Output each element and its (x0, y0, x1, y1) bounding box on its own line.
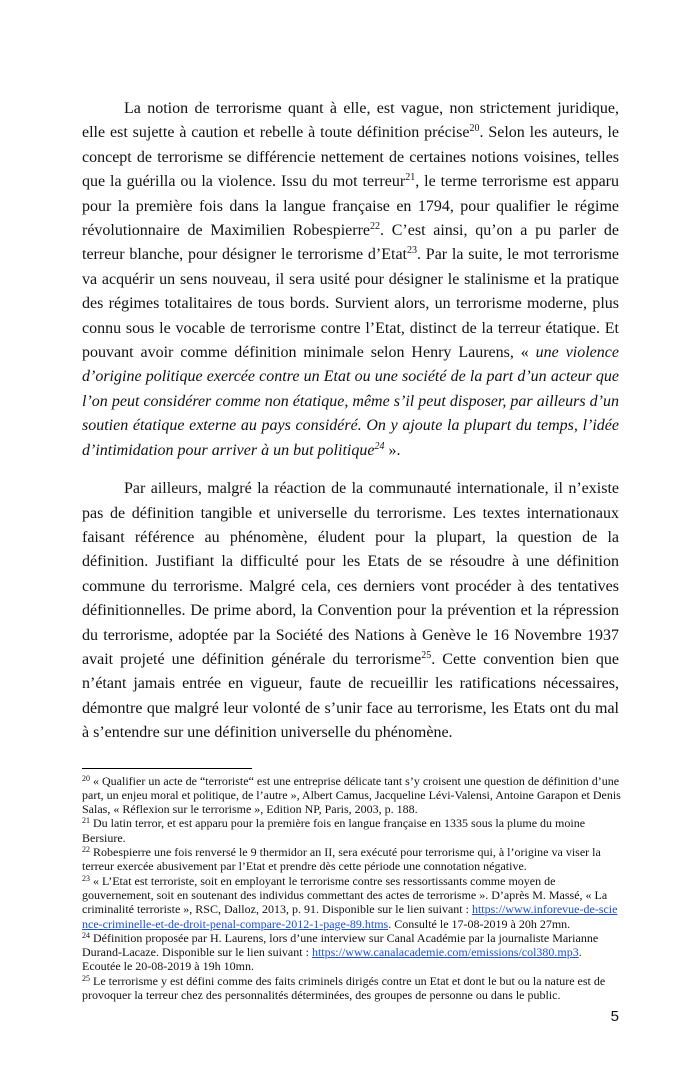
footnote-text: Du latin terror, et est apparu pour la première fois en langue française en 1335 sous la plume du moine Bersiure. (82, 816, 586, 845)
footnote-text: Définition proposée par H. Laurens, lors d’une interview sur Canal Académie par la journaliste Marianne Durand-Lacaze. Disponible sur le lien suivant : (82, 930, 599, 960)
text: , le terme terrorisme est apparu pour la première fois dans la langue française en 1794, pour qualifier le régime révolutionnaire de Maximilien Robespierre (82, 173, 619, 240)
text: . Cette convention bien que n’étant jamais entrée en vigueur, faute de recueillir les ratifications nécessaires, démontre que malgré leur volonté de s’unir face au terrorisme, les Etats ont du mal à s’entendre sur une définition universelle du phénomène. (82, 650, 619, 742)
footnote-number: 24 (82, 930, 90, 940)
footnote-text: « L’Etat est terroriste, soit en employant le terrorisme contre ses ressortissants comme moyen de gouvernement, soit en soutenant des individus commettant des actes de terrorisme ». D’après M. Massé, « La criminalité terroriste », RSC, Dalloz, 2013, p. 91. Disponible sur le lien suivant : (82, 873, 608, 917)
paragraph-2 (82, 477, 619, 745)
footnote-link[interactable]: https://www.canalacademie.com/emissions/col380.mp3 (311, 945, 579, 960)
footnotes (82, 774, 622, 1003)
footnote-22 (82, 845, 622, 874)
footnote-number: 25 (82, 973, 90, 983)
footnote-text: Robespierre une fois renversé le 9 thermidor an II, sera exécuté pour terrorisme qui, à l’origine va viser la terreur exercée abusivement par l’Etat et prendre dès cette période une connotation négative. (82, 845, 601, 874)
footnote-text: . Ecoutée le 20-08-2019 à 19h 10mn. (82, 945, 582, 974)
footnote-number: 23 (82, 873, 90, 883)
text: La notion de terrorisme quant à elle, est vague, non strictement juridique, elle est sujette à caution et rebelle à toute définition précise (82, 100, 619, 142)
footnote-24 (82, 931, 622, 974)
footnote-ref-24[interactable]: 24 (374, 440, 385, 452)
footnote-separator (82, 768, 252, 769)
text: . Par la suite, le mot terrorisme va acquérir un sens nouveau, il sera usité pour désigner le stalinisme et la pratique des régimes totalitaires de tous bords. Survient alors, un terrorisme moderne, plus connu sous le vocable de terrorisme contre l’Etat, distinct de la terreur étatique. Et pouvant avoir comme définition minimale selon Henry Laurens, « (82, 246, 620, 362)
footnote-ref-21[interactable]: 21 (405, 172, 416, 184)
footnote-number: 22 (82, 845, 90, 855)
footnote-ref-22[interactable]: 22 (370, 221, 381, 233)
text: Par ailleurs, malgré la réaction de la communauté internationale, il n’existe pas de définition tangible et universelle du terrorisme. Les textes internationaux faisant référence au phénomène, éludent pour la plupart, la question de la définition. Justifiant la difficulté pour les Etats de se résoudre à une définition commune du terrorisme. Malgré cela, ces derniers vont procéder à des tentatives définitionnelles. De prime abord, la Convention pour la prévention et la répression du terrorisme, adoptée par la Société des Nations à Genève le 16 Novembre 1937 avait projeté une définition générale du terrorisme (82, 480, 619, 668)
footnote-ref-25[interactable]: 25 (421, 649, 432, 661)
footnote-ref-23[interactable]: 23 (407, 245, 418, 257)
footnote-25 (82, 974, 622, 1003)
footnote-link[interactable]: https://www.inforevue-de-science-criminelle-et-de-droit-penal-compare-2012-1-page-89.htms (82, 902, 618, 931)
footnote-23 (82, 874, 622, 931)
footnote-21 (82, 816, 622, 845)
page-number: 5 (610, 1008, 619, 1026)
text: . Selon les auteurs, le concept de terrorisme se différencie nettement de certaines notions voisines, telles que la guérilla ou la violence. Issu du mot terreur (82, 124, 619, 191)
footnote-ref-20[interactable]: 20 (469, 123, 480, 135)
text: . C’est ainsi, qu’on a pu parler de terreur blanche, pour désigner le terrorisme d’Etat (82, 222, 619, 264)
quotation: une violence d’origine politique exercée contre un Etat ou une société de la part d’un acteur que l’on peut considérer comme non étatique, même s’il peut disposer, par ailleurs d’un soutien étatique externe au pays considéré. On y ajoute la plupart du temps, l’idée d’intimidation pour arriver à un but politique (82, 344, 619, 459)
footnote-text: « Qualifier un acte de “terroriste“ est une entreprise délicate tant s’y croisent une question de définition d’une part, un enjeu moral et politique, de l’autre », Albert Camus, Jacqueline Lévi-Valensi, Antoine Garapon et Denis Salas, « Réflexion sur le terrorisme », Edition NP, Paris, 2003, p. 188. (82, 773, 621, 817)
footnote-text: Le terrorisme y est défini comme des faits criminels dirigés contre un Etat et dont le but ou la nature est de provoquer la terreur chez des personnalités déterminées, des groupes de personne ou dans le public. (82, 973, 606, 1003)
footnote-number: 21 (82, 816, 90, 826)
text: ». (384, 441, 401, 459)
footnote-20 (82, 774, 622, 817)
footnote-text: . Consulté le 17-08-2019 à 20h 27mn. (388, 916, 571, 931)
footnote-number: 20 (82, 773, 90, 783)
paragraph-1 (82, 97, 619, 463)
